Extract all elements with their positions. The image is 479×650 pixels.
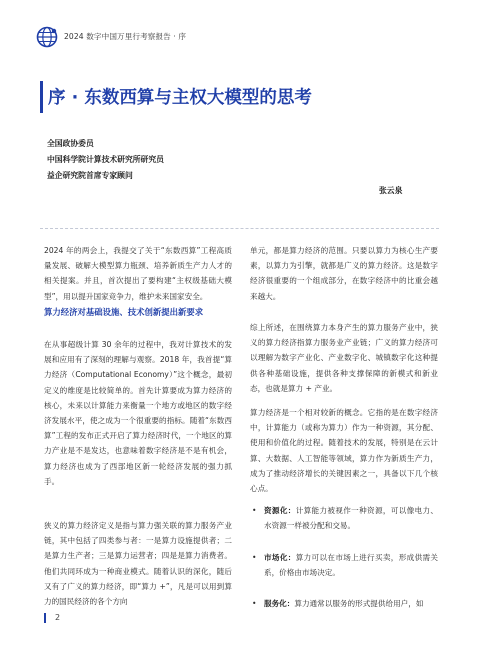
page-title: 序 · 东数西算与主权大模型的思考: [48, 88, 312, 108]
list-item: [250, 596, 438, 611]
column-right-body: [250, 320, 438, 396]
bullet-dot-icon: •: [252, 599, 257, 608]
column-right-body-2: [250, 405, 438, 496]
section-divider: [40, 228, 439, 229]
page-number: 2: [55, 613, 61, 622]
bullet-text: 算力通常以服务的形式提供给用户，如: [294, 599, 424, 608]
bullet-dot-icon: •: [252, 553, 257, 562]
paragraph: 狭义的算力经济定义是指与算力强关联的算力服务产业链，其中包括了四类参与者：一是算力设施提供者；二是算力生产者；三是算力运营者；四是是算力消费者。他们共同环成为一种商业模式。随着认识的深化，随后又有了广义的算力经济，即“算力 +”，凡是可以用到算力的国民经济的各个方向: [44, 521, 232, 607]
author-title-3: 益企研究院首席专家顾问: [47, 171, 133, 180]
bullet-text: 算力可以在市场上进行买卖，形成供需关系，价格由市场决定。: [264, 553, 439, 578]
bullet-text: 计算能力被视作一种资源，可以像电力、水资源一样被分配和交易。: [264, 506, 439, 531]
bullet-term: 资源化：: [264, 506, 296, 515]
list-item: [250, 503, 438, 533]
page-header: [0, 0, 479, 72]
report-header-title: 2024 数字中国万里行考察报告 · 序: [64, 32, 187, 41]
paragraph: 2024 年的两会上，我提交了关于“东数西算”工程高质量发展、破解大模型算力瓶颈、培养新质生产力人才的相关提案。并且，首次提出了要构建“主权级基础大模型”，用以提升国家竞争力，维护未来国家安全。: [44, 246, 232, 301]
section-subheading: 算力经济对基础设施、技术创新提出新要求: [44, 307, 204, 317]
author-title-2: 中国科学院计算技术研究所研究员: [47, 155, 164, 164]
column-left-body: [44, 337, 232, 489]
list-item: [250, 550, 438, 580]
globe-grid-icon: [36, 26, 58, 48]
column-left-body-2: [44, 518, 232, 609]
paragraph: 算力经济是一个相对较新的概念。它指的是在数字经济中，计算能力（或称为算力）作为一种资源，其分配、使用和价值化的过程。随着技术的发展，特别是在云计算、大数据、人工智能等领域，算力作为新质生产力，成为了推动经济增长的关键因素之一，具备以下几个核心点。: [250, 408, 438, 494]
paragraph: 单元，都是算力经济的范围。只要以算力为核心生产要素，以算力为引擎，就都是广义的算力经济。这是数字经济很重要的一个组成部分，在数字经济中的比重会越来越大。: [250, 246, 438, 301]
column-right: [250, 243, 438, 304]
bullet-term: 服务化：: [264, 599, 295, 608]
author-title-1: 全国政协委员: [47, 139, 94, 148]
page-number-bar: [44, 613, 46, 623]
paragraph: 综上所述，在围绕算力本身产生的算力服务产业中，狭义的算力经济指算力服务业产业链；广义的算力经济可以理解为数字产业化、产业数字化、城镇数字化这种提供各种基础设施，提供各种支撑保障的新模式和新业态，也就是算力 + 产业。: [250, 323, 438, 393]
title-accent-bar: [40, 81, 43, 113]
bullet-dot-icon: •: [252, 506, 257, 515]
paragraph: 在从事超级计算 30 余年的过程中，我对计算技术的发展和应用有了深刻的理解与观察。2018 年，我首提“算力经济（Computational Economy）”这个概念，最初定义的维度是比较简单的。首先计算要成为算力经济的核心，未来以计算能力来衡量一个地方或地区的数字经济发展水平，使之成为一个很重要的指标。随着“东数西算”工程的发布正式开启了算力经济时代，一个地区的算力产业是不是发达，也意味着数字经济是不是有机会，算力经济也成为了西部地区新一轮经济发展的强力抓手。: [44, 340, 232, 486]
column-left: [44, 243, 232, 304]
author-name: 张云泉: [379, 186, 403, 195]
bullet-term: 市场化：: [264, 553, 296, 562]
